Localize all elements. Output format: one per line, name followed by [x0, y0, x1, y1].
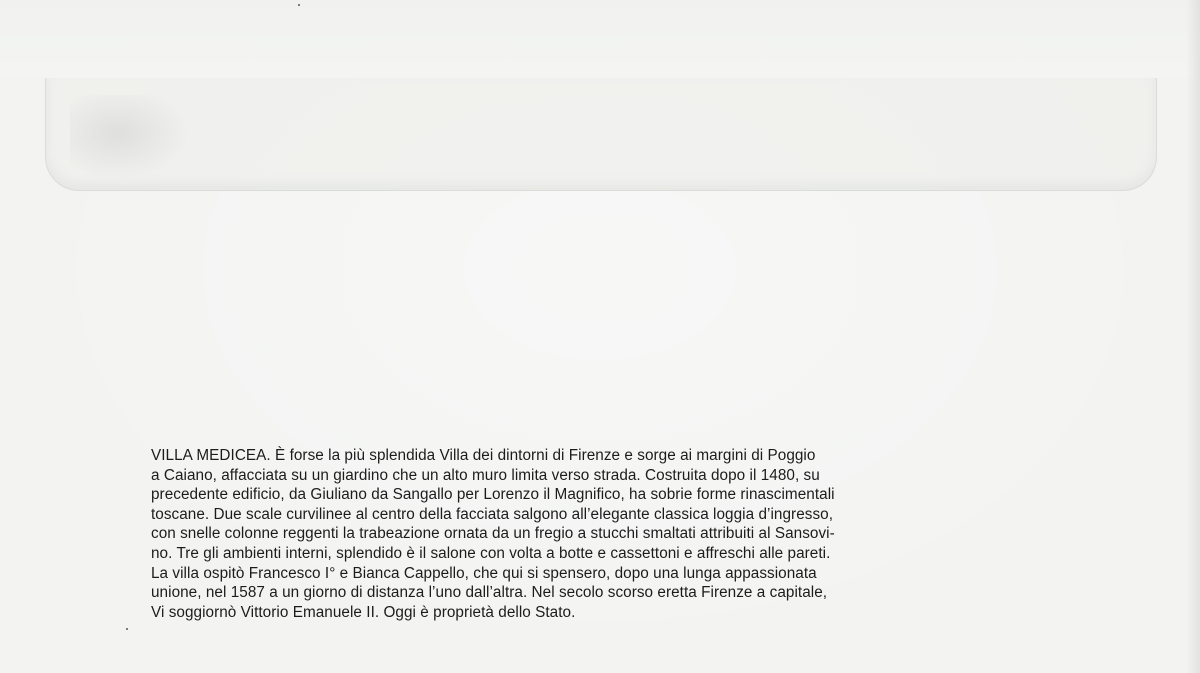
top-edge-shade	[0, 0, 1200, 78]
text-line: La villa ospitò Francesco I° e Bianca Cappello, che qui si spensero, dopo una lunga appassionata	[151, 564, 817, 582]
right-edge-shade	[1186, 0, 1200, 673]
paper-smudge	[70, 95, 190, 180]
text-line: VILLA MEDICEA. È forse la più splendida Villa dei dintorni di Firenze e sorge ai margini di Poggio	[151, 447, 816, 464]
envelope-flap	[45, 78, 1157, 191]
speck	[126, 628, 128, 630]
text-line: con snelle colonne reggenti la trabeazione ornata da un fregio a stucchi smaltati attribuiti al Sansovi-	[151, 525, 835, 543]
speck	[298, 4, 300, 6]
text-line: precedente edificio, da Giuliano da Sangallo per Lorenzo il Magnifico, ha sobrie forme rinascimentali	[151, 486, 835, 504]
text-line: toscane. Due scale curvilinee al centro della facciata salgono all’elegante classica loggia d’ingresso,	[151, 505, 834, 523]
villa-description	[151, 446, 1051, 622]
text-line: no. Tre gli ambienti interni, splendido è il salone con volta a botte e cassettoni e affreschi alle pareti.	[151, 544, 831, 562]
text-line: unione, nel 1587 a un giorno di distanza l’uno dall’altra. Nel secolo scorso eretta Firenze a capitale,	[151, 584, 828, 602]
text-line: a Caiano, affacciata su un giardino che un alto muro limita verso strada. Costruita dopo il 1480, su	[151, 466, 820, 484]
text-line: Vi soggiornò Vittorio Emanuele II. Oggi è proprietà dello Stato.	[151, 603, 576, 621]
